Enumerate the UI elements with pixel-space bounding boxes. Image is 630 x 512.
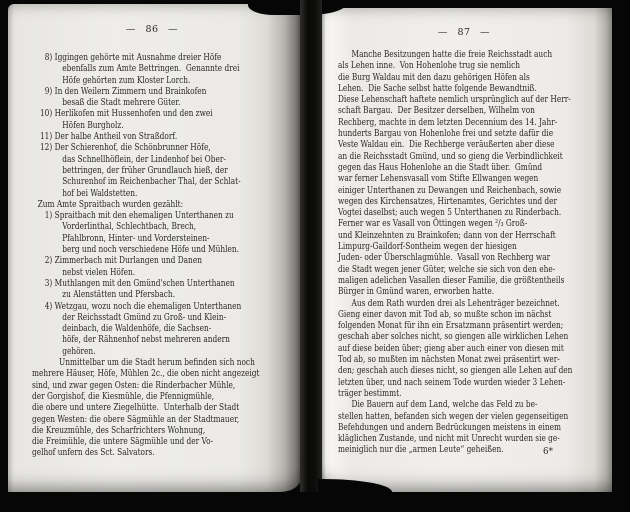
text-line: 4) Wetzgau, wozu noch die ehemaligen Unterthanen <box>44 300 242 312</box>
text-line: Limpurg-Gaildorf-Sontheim wegen der hiesigen <box>338 241 517 253</box>
text-line: Höfe gehörten zum Kloster Lorch. <box>62 74 191 86</box>
text-line: schaft Bargau. Der Besitzer derselben, Wilhelm von <box>338 105 535 117</box>
left-page-text <box>32 52 272 459</box>
left-page-number: — 86 — <box>125 24 179 35</box>
text-line: nebst vielen Höfen. <box>62 266 136 278</box>
text-line: Manche Besitzungen hatte die freie Reichsstadt auch <box>351 49 553 60</box>
text-line: Vorderlinthal, Schlechtbach, Brech, <box>62 221 197 233</box>
text-line: sind, und zwar gegen Osten: die Rinderbacher Mühle, <box>32 379 236 391</box>
text-line: meiniglich nur die „armen Leute“ geheißen. <box>338 444 504 456</box>
scanner-background-bottom <box>0 492 630 512</box>
text-line: Unmittelbar um die Stadt herum befinden sich noch <box>59 357 255 369</box>
text-line: die obere und untere Ziegelhütte. Unterhalb der Stadt <box>32 402 240 414</box>
text-line: Veste Waldau ein. Die Rechberge veräußerten aber diese <box>338 139 555 151</box>
text-line: Schurenhof im Reichenbacher Thal, der Schlat- <box>62 176 241 188</box>
text-line: letzten über, und nach seinem Tode wurden wieder 3 Lehen- <box>338 376 566 388</box>
text-line: die Kreuzmühle, des Scharfrichters Wohnung, <box>32 424 206 436</box>
text-line: Ferner war es Vasall von Öttingen wegen ²/₃ Groß- <box>338 218 528 230</box>
right-page-text <box>338 49 588 456</box>
text-line: Lehen. Die Sache selbst hatte folgende Bewandtniß. <box>338 82 537 94</box>
text-line: gegen Westen: die obere Sägmühle an der Stadtmauer, <box>32 413 240 425</box>
text-line: besaß die Stadt mehrere Güter. <box>62 97 181 109</box>
text-line: kläglichen Zustande, und nicht mit Unrecht wurden sie ge- <box>338 433 560 445</box>
text-line: 2) Zimmerbach mit Durlangen und Danen <box>44 255 202 267</box>
text-line: träger bestimmt. <box>338 387 402 399</box>
text-line: 11) Der halbe Antheil von Straßdorf. <box>39 131 178 143</box>
text-line: Vogtei daselbst; auch wegen 5 Unterthanen zu Rinderbach. <box>338 207 562 219</box>
text-line: 10) Herlikofen mit Hussenhofen und den zwei <box>39 108 213 120</box>
text-line: Zum Amte Spraitbach wurden gezählt: <box>37 198 184 210</box>
text-line: die Burg Waldau mit den dazu gehörigen Höfen als <box>338 71 530 83</box>
text-line: 3) Muthlangen mit den Gmünd'schen Unterthanen <box>44 277 235 289</box>
text-line: die Freimühle, die untere Sägmühle und der Vo- <box>32 436 214 448</box>
text-line: mehrere Häuser, Höfe, Mühlen 2c., die oben nicht angezeigt <box>32 368 260 380</box>
text-line: war ferner Lehensvasall vom Stifte Ellwangen wegen <box>338 173 539 185</box>
text-line: einiger Unterthanen zu Dewangen und Reichenbach, sowie <box>338 184 562 196</box>
text-line: deinbach, die Waldenhöfe, die Sachsen- <box>62 323 212 335</box>
text-line: Pfahlbronn, Hinter- und Vordersteinen- <box>62 232 210 244</box>
text-line: 8) Iggingen gehörte mit Ausnahme dreier Höfe <box>44 52 222 63</box>
book-gutter <box>300 0 322 512</box>
text-line: den; geschah auch dieses nicht, so giengen alle Lehen auf den <box>338 365 573 377</box>
text-line: Rechberg, machte in dem letzten Decennium des 14. Jahr- <box>338 116 558 128</box>
text-line: Bürger in Gmünd waren, erworben hatte. <box>338 286 495 298</box>
text-line: an die Reichsstadt Gmünd, und so gieng die Verbindlichkeit <box>338 150 563 162</box>
text-line: zu Alenstätten und Pfersbach. <box>62 289 176 301</box>
text-line: Höfen Burgholz. <box>62 119 124 131</box>
text-line: Befehdungen und andern Bedrückungen meistens in einem <box>338 421 561 433</box>
text-line: hunderts Bargau von Hohenlohe frei und setzte dafür die <box>338 128 554 140</box>
text-line: 1) Spraitbach mit den ehemaligen Unterthanen zu <box>44 210 234 222</box>
right-page-number: — 87 — <box>437 27 491 38</box>
text-line: hof bei Waldstetten. <box>62 187 138 199</box>
text-line: das Schnellhöflein, der Lindenhof bei Ober- <box>62 153 226 165</box>
text-line: höfe, der Rähnenhof nebst mehreren andern <box>62 334 230 346</box>
text-line: gehören. <box>62 345 96 357</box>
text-line: berg und noch verschiedene Höfe und Mühlen. <box>62 244 239 256</box>
text-line: stellen hatten, befanden sich wegen der vielen gegenseitigen <box>338 410 569 422</box>
text-line: Gieng einer davon mit Tod ab, so mußte schon im nächst <box>338 308 552 320</box>
text-line: der Reichsstadt Gmünd zu Groß- und Klein- <box>62 311 227 323</box>
text-line: Juden- oder Überschlagmühle. Vasall von Rechberg war <box>338 252 551 264</box>
text-line: als Lehen inne. Von Hohenlohe trug sie nemlich <box>338 60 521 72</box>
text-line: Tod ab, so mußten im nächsten Monat zwei präsentirt wer- <box>338 354 560 366</box>
text-line: und Kleinzehnten zu Brainkofen; dann von der Herrschaft <box>338 229 556 241</box>
signature-mark: 6* <box>543 447 553 457</box>
text-line: gegen das Haus Hohenlohe an die Stadt über. Gmünd <box>338 161 543 173</box>
text-line: Die Bauern auf dem Land, welche das Feld zu be- <box>351 399 538 411</box>
text-line: der Gorgishof, die Kiesmühle, die Pfennigmühle, <box>32 390 215 402</box>
text-line: die Stadt wegen jener Güter, welche sie sich von den ehe- <box>338 263 556 275</box>
text-line: 9) In den Weilern Zimmern und Brainkofen <box>44 85 207 97</box>
text-line: folgenden Monat für ihn ein Ersatzmann präsentirt werden; <box>338 320 564 332</box>
text-line: maligen adelichen Vasallen dieser Familie, die größtentheils <box>338 274 565 286</box>
text-line: ebenfalls zum Amte Bettringen. Genannte drei <box>62 63 240 75</box>
text-line: Aus dem Rath wurden drei als Lehenträger bezeichnet. <box>351 297 560 309</box>
text-line: Diese Lehenschaft haftete nemlich ursprünglich auf der Herr- <box>338 94 571 106</box>
text-line: gelhof unfern des Sct. Salvators. <box>32 447 155 459</box>
text-line: geschah aber solches nicht, so giengen alle wirklichen Lehen <box>338 331 569 343</box>
text-line: bettringen, der früher Grundlauch hieß, der <box>62 164 228 176</box>
scanner-background-right <box>612 0 630 512</box>
text-line: 12) Der Schierenhof, die Schönbrunner Höfe, <box>39 142 211 154</box>
text-line: auf diese beiden über; gieng aber auch einer von diesen mit <box>338 342 564 354</box>
text-line: wegen des Kirchensatzes, Hirtenamtes, Gerichtes und der <box>338 195 558 207</box>
